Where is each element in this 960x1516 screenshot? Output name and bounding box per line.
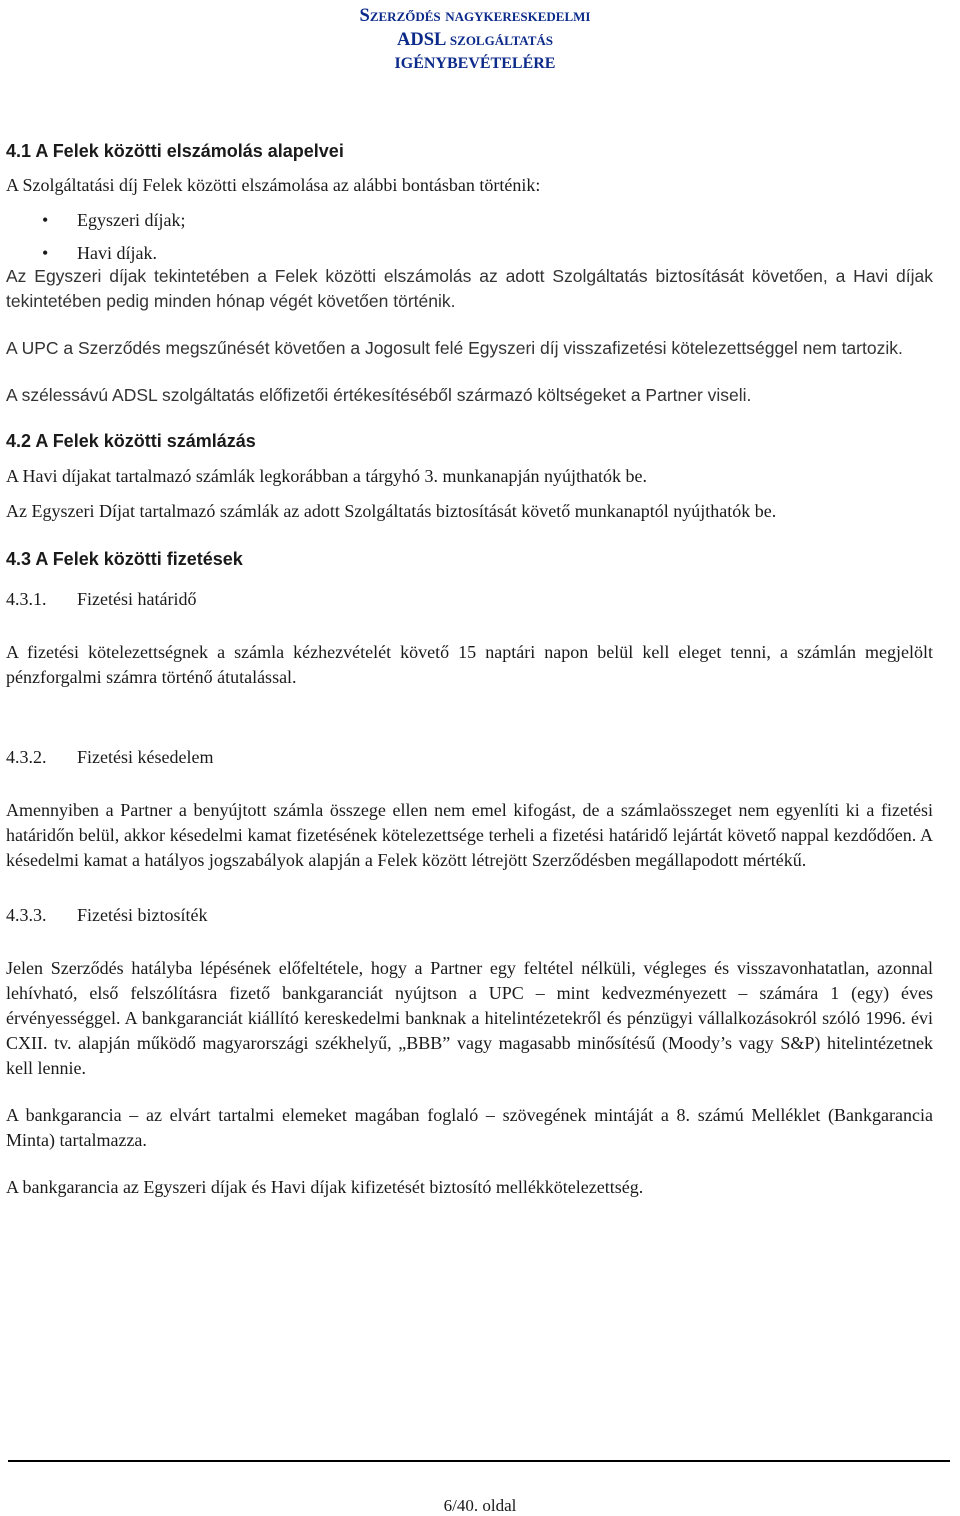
section-4-1-title: 4.1 A Felek közötti elszámolás alapelvei: [6, 141, 344, 161]
section-number: 4.3.1.: [6, 589, 47, 610]
section-4-2-title: 4.2 A Felek közötti számlázás: [6, 431, 256, 452]
section-4-3-1-title: Fizetési határidő: [77, 589, 197, 610]
section-4-3-3-paragraph-2: A bankgarancia – az elvárt tartalmi elemeket magában foglaló – szövegének mintáját a 8. számú Melléklet (Bankgarancia Minta) tartalmazza.: [6, 1105, 933, 1151]
page-number: 6/40. oldal: [443, 1496, 517, 1515]
section-4-3-3-title: Fizetési biztosíték: [77, 905, 208, 926]
list-item: • Havi díjak.: [6, 237, 933, 270]
section-4-3-3-paragraph-1: Jelen Szerződés hatályba lépésének előfeltétele, hogy a Partner egy feltétel nélküli, végleges és visszavonhatatlan, azonnal lehívható, első felszólításra fizető bankgaranciát nyújtson a UPC – mint kedvezményezett – számára 1 (egy) éves érvényességgel. A bankgaranciát kiállító kereskedelmi banknak a hitelintézetekről és pénzügyi vállalkozásokról szóló 1996. évi CXII. tv. alapján működő magyarországi székhelyű, „BBB” vagy magasabb minősítésű (Moody’s vagy S&P) hitelintézetnek kell lennie.: [6, 958, 933, 1079]
section-4-3-3-heading: [6, 903, 933, 928]
bullet-icon: •: [42, 243, 49, 264]
section-4-3-1-heading: [6, 587, 933, 612]
footer-divider: [8, 1460, 950, 1462]
header-line-1: Szerződés nagykereskedelmi: [359, 6, 591, 26]
header-line-3: IGÉNYBEVÉTELÉRE: [394, 54, 556, 72]
bullet-icon: •: [42, 210, 49, 231]
section-4-3-1-paragraph: A fizetési kötelezettségnek a számla kézhezvételét követő 15 naptári napon belül kell eleget tenni, a számlán megjelölt pénzforgalmi számra történő átutalással.: [6, 642, 933, 688]
section-4-3-2-title: Fizetési késedelem: [77, 747, 214, 768]
section-4-1-paragraph-3: A szélessávú ADSL szolgáltatás előfizetői értékesítéséből származó költségeket a Partner viseli.: [6, 385, 752, 406]
section-4-1-paragraph-1: Az Egyszeri díjak tekintetében a Felek közötti elszámolás az adott Szolgáltatás biztosítását követően, a Havi díjak tekintetében pedig minden hónap végét követően történik.: [6, 266, 933, 312]
header-line-2: ADSL szolgáltatás: [396, 30, 554, 51]
section-4-2-paragraph-2: Az Egyszeri Díjat tartalmazó számlák az adott Szolgáltatás biztosítását követő munkanaptól nyújthatók be.: [6, 500, 777, 521]
section-4-3-2-paragraph: Amennyiben a Partner a benyújtott számla összege ellen nem emel kifogást, de a számlaösszeget nem egyenlíti ki a fizetési határidőn belül, akkor késedelmi kamat fizetésének kötelezettsége terheli a fizetési határidő lejártát követő nappal kezdődően. A késedelmi kamat a hatályos jogszabályok alapján a Felek között létrejött Szerződésben megállapodott mértékű.: [6, 800, 933, 871]
section-4-3-3-paragraph-3: A bankgarancia az Egyszeri díjak és Havi díjak kifizetését biztosító mellékkötelezettség.: [6, 1177, 644, 1198]
section-4-1-paragraph-2: A UPC a Szerződés megszűnését követően a Jogosult felé Egyszeri díj visszafizetési kötelezettséggel nem tartozik.: [6, 338, 903, 359]
document-header: [0, 4, 950, 74]
section-number: 4.3.2.: [6, 747, 47, 768]
document-body: [6, 140, 933, 1222]
fee-types-list: [6, 204, 933, 270]
section-4-3-2-heading: [6, 745, 933, 770]
list-item: • Egyszeri díjak;: [6, 204, 933, 237]
section-4-2-paragraph-1: A Havi díjakat tartalmazó számlák legkorábban a tárgyhó 3. munkanapján nyújthatók be.: [6, 465, 647, 486]
section-4-3-title: 4.3 A Felek közötti fizetések: [6, 548, 243, 569]
section-number: 4.3.3.: [6, 905, 47, 926]
section-4-1-intro: A Szolgáltatási díj Felek közötti elszámolása az alábbi bontásban történik:: [6, 175, 541, 196]
